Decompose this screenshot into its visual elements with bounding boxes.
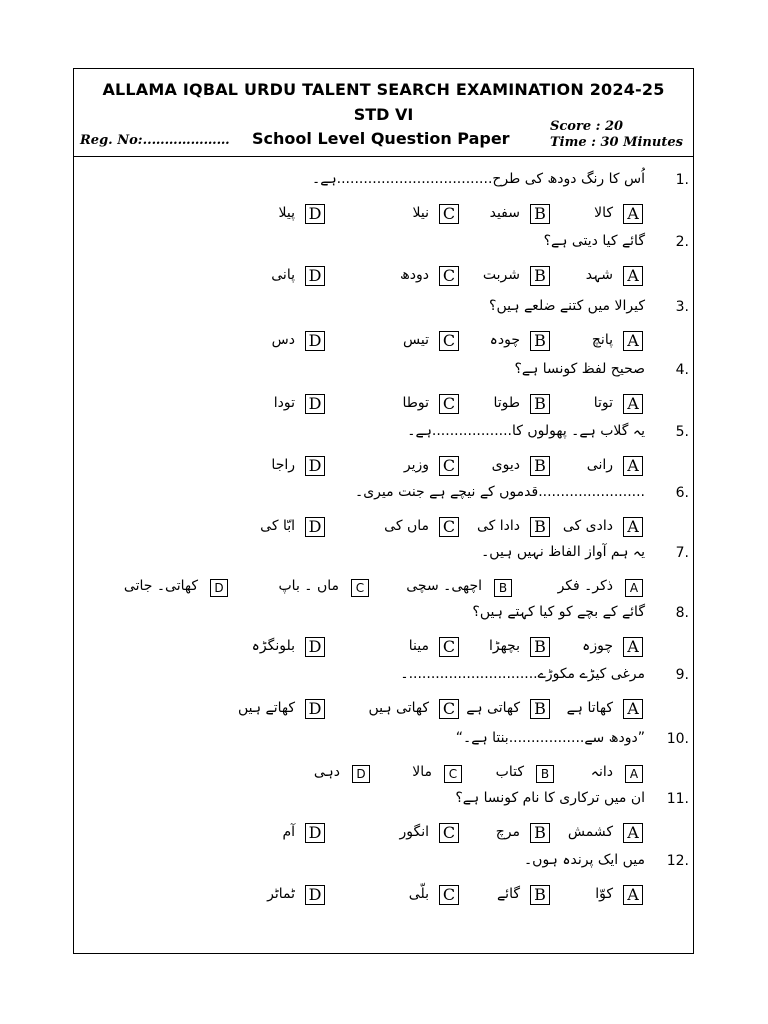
option-a[interactable] [503,577,643,599]
option-letter-box[interactable]: B [530,699,550,719]
option-letter-box[interactable]: C [439,394,459,414]
option-letter-box[interactable]: C [444,765,462,783]
question-number: 10. [666,731,689,747]
option-letter-box[interactable]: A [623,204,643,224]
question-number: 11. [666,791,689,807]
exam-title: ALLAMA IQBAL URDU TALENT SEARCH EXAMINATION 2024-25 [102,80,665,99]
option-text: کھاتی۔ جاتی [123,578,198,594]
option-d[interactable] [185,204,325,226]
option-letter-box[interactable]: A [623,456,643,476]
option-c[interactable] [319,204,459,226]
option-letter-box[interactable]: A [623,823,643,843]
option-text: کشمش [567,824,613,840]
option-text: چوزہ [582,638,613,654]
option-c[interactable] [319,517,459,539]
question-number: 4. [675,362,689,378]
option-text: ماں ۔ باپ [278,578,339,594]
option-c[interactable] [319,637,459,659]
option-text: دادا کی [476,518,520,534]
option-text: دانہ [590,764,613,780]
option-c[interactable] [319,394,459,416]
option-text: مرچ [495,824,520,840]
question-row [74,424,695,484]
option-c[interactable] [319,699,459,721]
option-letter-box[interactable]: D [305,517,325,537]
option-b[interactable] [372,577,512,599]
time-label: Time : 30 Minutes [550,135,683,150]
option-text: بلونگڑہ [251,638,295,654]
option-letter-box[interactable]: D [305,394,325,414]
option-letter-box[interactable]: D [352,765,370,783]
option-letter-box[interactable]: B [530,331,550,351]
option-text: چودہ [489,332,520,348]
option-letter-box[interactable]: A [623,885,643,905]
option-text: کھاتے ہیں [237,700,295,716]
option-text: پیلا [278,205,295,221]
option-text: پانچ [591,332,613,348]
question-row [74,234,695,294]
option-letter-box[interactable]: A [625,765,643,783]
option-text: سفید [489,205,520,221]
option-c[interactable] [319,885,459,907]
option-d[interactable] [185,394,325,416]
option-text: ذکر۔ فکر [557,578,613,594]
option-text: توتا [593,395,613,411]
option-letter-box[interactable]: C [439,699,459,719]
header-divider [74,156,693,157]
option-d[interactable] [230,763,370,785]
option-letter-box[interactable]: B [494,579,512,597]
option-text: دس [271,332,295,348]
option-text: کھاتی ہیں [368,700,429,716]
option-text: دیوی [491,457,520,473]
option-letter-box[interactable]: C [439,456,459,476]
option-letter-box[interactable]: D [305,266,325,286]
question-text: میں ایک پرندہ ہوں۔ [523,852,645,868]
option-text: تودا [273,395,295,411]
option-c[interactable] [229,577,369,599]
option-c[interactable] [319,456,459,478]
option-text: وزیر [403,457,429,473]
option-letter-box[interactable]: C [351,579,369,597]
question-text: ”دودھ سے.................بنتا ہے۔“ [455,730,645,746]
option-text: کوّا [595,886,613,902]
option-d[interactable] [185,456,325,478]
option-letter-box[interactable]: D [305,885,325,905]
option-d[interactable] [185,637,325,659]
option-letter-box[interactable]: A [625,579,643,597]
question-number: 2. [675,234,689,250]
option-letter-box[interactable]: A [623,637,643,657]
option-letter-box[interactable]: D [305,823,325,843]
option-d[interactable] [88,577,228,599]
option-text: مینا [408,638,429,654]
question-row [74,731,695,791]
option-letter-box[interactable]: A [623,266,643,286]
option-text: توطا [402,395,429,411]
option-letter-box[interactable]: B [536,765,554,783]
option-text: گائے [496,886,520,902]
question-number: 9. [675,667,689,683]
standard-label: STD VI [353,105,414,124]
option-text: نیلا [412,205,429,221]
option-text: شربت [482,267,520,283]
question-row [74,605,695,665]
question-text: اُس کا رنگ دودھ کی طرح...................................ہے۔ [312,171,645,187]
option-letter-box[interactable]: C [439,823,459,843]
option-text: ماں کی [384,518,429,534]
question-number: 7. [675,545,689,561]
question-text: مرغی کیڑے مکوڑے.............................۔ [400,666,645,682]
option-text: انگور [399,824,429,840]
option-d[interactable] [185,266,325,288]
option-letter-box[interactable]: A [623,331,643,351]
question-number: 8. [675,605,689,621]
option-text: کھاتا ہے [566,700,613,716]
option-text: ابّا کی [260,518,295,534]
question-row [74,172,695,232]
option-text: بچھڑا [488,638,520,654]
option-letter-box[interactable]: B [530,823,550,843]
score-label: Score : 20 [550,119,624,134]
option-c[interactable] [319,823,459,845]
option-text: کتاب [495,764,524,780]
question-text: گائے کیا دیتی ہے؟ [543,233,645,249]
option-text: کالا [594,205,613,221]
option-text: مالا [412,764,432,780]
question-text: ........................قدموں کے نیچے ہے جنت میری۔ [355,484,645,500]
option-text: بلّی [408,886,429,902]
option-text: ٹماٹر [267,886,295,902]
question-row [74,545,695,605]
option-text: راجا [271,457,295,473]
option-letter-box[interactable]: D [305,204,325,224]
option-d[interactable] [185,699,325,721]
option-letter-box[interactable]: D [305,699,325,719]
question-paper [73,68,694,954]
option-letter-box[interactable]: C [439,517,459,537]
question-text: کیرالا میں کتنے ضلعے ہیں؟ [489,298,645,314]
option-letter-box[interactable]: A [623,394,643,414]
question-number: 5. [675,424,689,440]
question-number: 6. [675,485,689,501]
option-letter-box[interactable]: B [530,394,550,414]
option-text: دودھ [399,267,429,283]
option-c[interactable] [319,331,459,353]
option-letter-box[interactable]: C [439,637,459,657]
registration-number-field: Reg. No:..……………… [80,133,230,148]
option-letter-box[interactable]: D [210,579,228,597]
question-row [74,299,695,359]
option-letter-box[interactable]: B [530,456,550,476]
option-letter-box[interactable]: C [439,885,459,905]
option-letter-box[interactable]: C [439,266,459,286]
option-text: آم [282,824,295,840]
question-row [74,853,695,913]
question-row [74,362,695,422]
option-d[interactable] [185,823,325,845]
question-text: یہ ہم آواز الفاظ نہیں ہیں۔ [481,544,645,560]
option-text: تیس [403,332,429,348]
question-number: 1. [675,172,689,188]
option-letter-box[interactable]: D [305,331,325,351]
question-number: 12. [666,853,689,869]
option-letter-box[interactable]: C [439,204,459,224]
question-row [74,791,695,851]
option-letter-box[interactable]: B [530,885,550,905]
option-c[interactable] [319,266,459,288]
option-text: دہی [313,764,340,780]
option-text: پانی [271,267,295,283]
question-row [74,485,695,545]
option-letter-box[interactable]: D [305,456,325,476]
option-text: رانی [586,457,613,473]
option-text: اچھی۔ سچی [406,578,482,594]
option-letter-box[interactable]: D [305,637,325,657]
option-letter-box[interactable]: B [530,637,550,657]
option-text: طوتا [493,395,520,411]
option-letter-box[interactable]: A [623,517,643,537]
question-number: 3. [675,299,689,315]
option-text: شہد [585,267,613,283]
option-letter-box[interactable]: B [530,266,550,286]
option-letter-box[interactable]: C [439,331,459,351]
option-d[interactable] [185,517,325,539]
option-text: دادی کی [562,518,613,534]
question-text: گائے کے بچے کو کیا کہتے ہیں؟ [472,604,645,620]
question-row [74,667,695,727]
option-d[interactable] [185,331,325,353]
question-text: ان میں ترکاری کا نام کونسا ہے؟ [455,790,645,806]
option-letter-box[interactable]: A [623,699,643,719]
option-letter-box[interactable]: B [530,517,550,537]
question-text: صحیح لفظ کونسا ہے؟ [514,361,645,377]
option-text: کھاتی ہے [466,700,520,716]
option-letter-box[interactable]: B [530,204,550,224]
question-text: یہ گلاب ہے۔ پھولوں کا..................ہے۔ [407,423,645,439]
score-time-block [550,119,683,151]
paper-label: School Level Question Paper [252,129,510,148]
option-d[interactable] [185,885,325,907]
